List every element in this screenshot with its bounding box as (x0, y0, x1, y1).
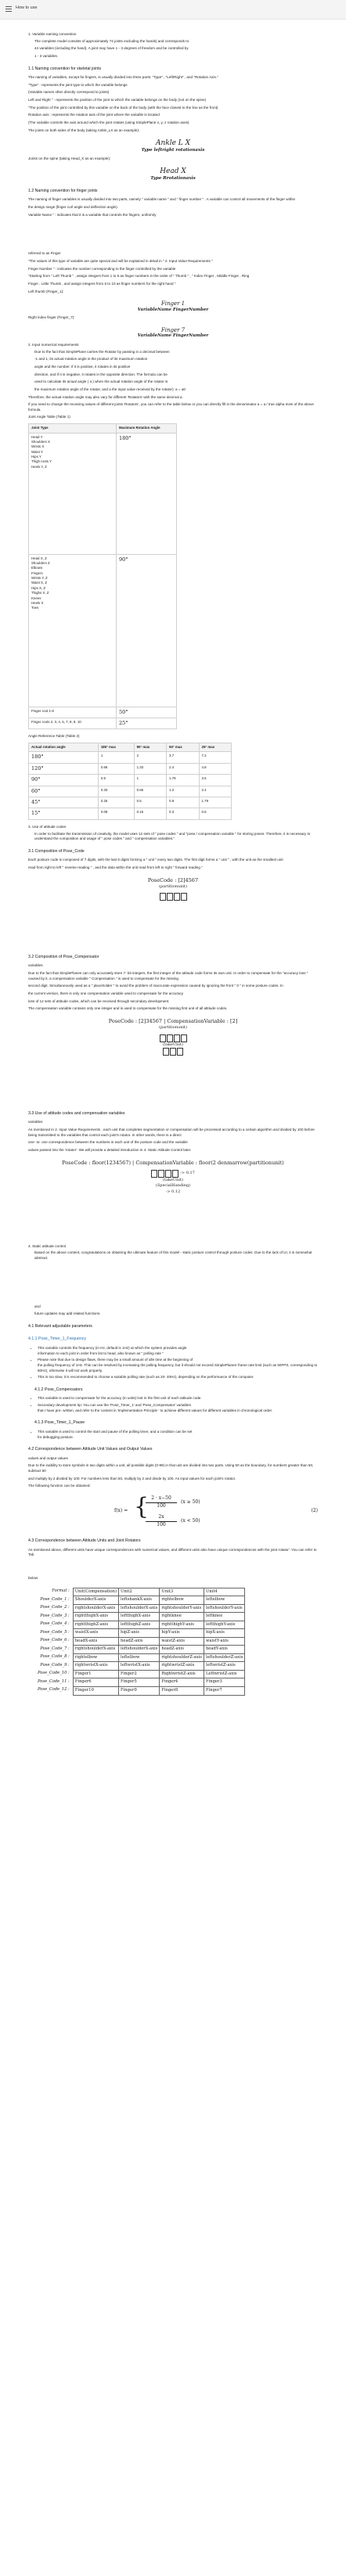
cell: 15° (29, 808, 99, 819)
joint-name: Thigh roots Y (31, 459, 52, 464)
heading-3-3: 3.3 Use of attitude codes and compensation variables (28, 1110, 125, 1116)
table-row (36, 1662, 245, 1671)
cell: headY-axis (204, 1646, 244, 1654)
paragraph: -1 and 1, its actual rotation angle is the product of its maximum rotation (34, 357, 148, 362)
page-title: How to use (16, 5, 38, 10)
paragraph: The naming of variables, except for fingers, is usually divided into three parts: "Type" , "Left/Right" , and "Rotation Axis." (28, 75, 218, 80)
joint-group-1 (29, 433, 117, 554)
joint-name: Finger root 1-8 (29, 707, 117, 718)
cell: Finger1 (73, 1670, 118, 1678)
item1-desc: The complete model consists of approximately 74 joints excluding the hands) and corresponds to (34, 38, 189, 43)
joint-name: Hips Y (31, 455, 41, 459)
parameter-list (38, 1396, 318, 1413)
cell: leftthighY-axis (204, 1621, 244, 1629)
table-row (36, 1621, 245, 1629)
item-attitude-codes: 3. Use of attitude codes (28, 824, 67, 829)
paragraph: angle and the number. If it is positive, it rotates in its positive (34, 364, 131, 369)
pose-code-diagram-2 (28, 1018, 318, 1104)
formula-text: Finger 1 (160, 300, 186, 308)
paragraph: Joints on the spine (taking Head_X as an example): (28, 156, 111, 160)
cell: 0.33 (98, 786, 134, 797)
row-label: Pose_Code_6 : (40, 1638, 70, 1643)
paragraph: one- to- one correspondence between the numbers in each unit of the posture code and the variable (28, 1140, 188, 1145)
paragraph: Left and Right " : represents the position of the joint to which the variable belongs on the body (not on the spine) (28, 98, 207, 103)
column-header: Maximum Rotation Angle (117, 424, 177, 433)
heading-4-3: 4.3 Correspondence between Attitude Units and Joint Rotators (28, 1538, 141, 1544)
cell: 0.66 (98, 763, 134, 774)
list-text: Secondary development tip: You can use the 'Pose_Timer_1' and 'Pose_Compensator' variables (38, 1403, 191, 1408)
joint-name: Toes (31, 606, 39, 610)
paragraph: The naming of finger variables is usually divided into two parts, namely " variable name " and " finger number " . A variable can control all movements of the finger within (28, 197, 296, 202)
paragraph: future updates may add related functions. (34, 1311, 101, 1316)
paragraph: (The variable controls the axis around which the joint rotates (using SimplePlane x, y, z rotation axes) (28, 121, 189, 125)
paragraph: The joints on both sides of the body (taking Ankle_LX as an example): (28, 128, 140, 132)
fraction-denominator: 100 (157, 1521, 166, 1527)
list-item (38, 1358, 318, 1373)
unit-boxes (160, 1034, 187, 1042)
list-text: the polling frequency of 1Hz. This can be resolved by increasing the polling frequency, but it should not exceed SimplePlanes' frame rate limit (such as 60FPS, corresponding to 60Hz), otherwise it will not work properly. (38, 1362, 318, 1373)
paragraph: referred to as Finger (28, 251, 61, 256)
row-label: Pose_Code_9 : (40, 1662, 70, 1668)
cell: Finger4 (160, 1678, 204, 1687)
row-label: Pose_Code_7 : (40, 1646, 70, 1651)
equation-subtext: (partitionunit) (159, 884, 187, 890)
joint-name: Shoulders X (31, 439, 50, 444)
cell: 45° (29, 797, 99, 808)
paragraph: As mentioned above, different units have unique correspondences with numerical values, and different units also have unique correspondences with the joint rotator'. You can refer to Tab (28, 1547, 317, 1557)
parameter-list (38, 1346, 318, 1380)
cell: 2.4 (199, 786, 232, 797)
max-angle: 180° (117, 433, 177, 554)
formula-subtext: VariableName FingerNumber (137, 333, 209, 339)
paragraph: Finger , Little Thumb , and assign integers from 6 to 10 as finger numbers for the right hand " (28, 281, 176, 286)
max-angle: 50° (117, 707, 177, 718)
formula-subtext: Type Rrotationaxis (150, 176, 196, 182)
formula-ankle (28, 139, 318, 153)
column-header: 180° max (98, 743, 134, 752)
cell: leftshoulderY-axis (204, 1604, 244, 1613)
list-item (38, 1346, 318, 1356)
equation-number: (2) (311, 1508, 318, 1514)
joint-name: Thighs X, Z (31, 591, 49, 595)
cell: 0.25 (98, 797, 134, 808)
cell: 0.5 (134, 797, 166, 808)
cell: Unit2 (119, 1588, 160, 1596)
table-row (36, 1670, 245, 1678)
heading-3-1: 3.1 Composition of Pose_Code (28, 848, 85, 854)
table-row (29, 775, 232, 786)
fraction-numerator: 2x (146, 1514, 177, 1522)
equation-text: PoseCode : floor(1234567) | CompensationVariable : floor(2 denmarrow(partitionunit) (62, 1159, 284, 1166)
heading-4-1-2: 4.1.2 Pose_Compensators (34, 1387, 83, 1392)
unit-boxes (151, 1170, 178, 1178)
document-body (28, 28, 318, 1696)
cell: 120° (29, 763, 99, 774)
cell: Unit4 (204, 1588, 244, 1596)
cell: 60° (29, 786, 99, 797)
cell: waistY-axis (204, 1637, 244, 1646)
list-text: Please note that due to design flaws, there may be a small amount of idle time at the beginning of (38, 1358, 193, 1362)
pose-code-format-table (36, 1588, 245, 1696)
table-row (36, 1653, 245, 1662)
table-row (29, 797, 232, 808)
heading-1-1: 1.1 Naming convention for skeletal joints (28, 66, 102, 71)
formula-finger-7 (28, 327, 318, 339)
cell: 90° (29, 775, 99, 786)
cell: leftelbow (119, 1653, 160, 1662)
cell: 1.2 (167, 786, 199, 797)
cell: waistX-axis (73, 1629, 118, 1638)
paragraph: below: (28, 1575, 39, 1580)
equation-subtext: (takeUnit) (163, 1178, 183, 1183)
table-row (36, 1686, 245, 1695)
cell: rightelbow (160, 1596, 204, 1605)
table-caption: Joint Angle Table (Table 1) (28, 415, 70, 419)
paragraph: the current version, there is only one compensation variable used to compensate for the accuracy (28, 991, 184, 995)
cell: rightelbow (73, 1653, 118, 1662)
cell: 3.6 (199, 775, 232, 786)
row-label: Pose_Code_2 : (40, 1605, 70, 1610)
cell: rightthighY-axis (160, 1621, 204, 1629)
item-variable-naming: 1. Variable naming convention (28, 32, 77, 36)
equation-subtext: (SpecialHanding) (155, 1183, 191, 1189)
cell: 1.33 (134, 763, 166, 774)
table-row (36, 1588, 245, 1596)
condition: (x ≥ 50) (181, 1499, 200, 1506)
cell: leftknee (204, 1613, 244, 1621)
cell: leftshankX-axis (119, 1596, 160, 1605)
formula-subtext: Type leftright rotationaxis (141, 148, 205, 153)
table-row (29, 752, 232, 763)
row-label: Pose_Code_3 : (40, 1613, 70, 1618)
paragraph: loss of 12 sets of attitude codes, which can be received through secondary development. (28, 998, 170, 1003)
list-item: • This is too slow, it is recommended to choose a suitable polling rate (such as 20- 40Hz), depending on the performance of the computer. (38, 1375, 318, 1380)
item-static-attitude: 4. Static attitude control (28, 1243, 67, 1248)
paragraph: (Variable names often directly correspond to joints) (28, 90, 110, 95)
table-caption: Angle Reference Table (Table 2) (28, 734, 80, 739)
cell: leftshoulderZ-axis (204, 1653, 244, 1662)
joint-name: Fingers (31, 570, 43, 575)
paragraph: variables (28, 1120, 43, 1124)
formula-head (28, 167, 318, 181)
list-item (38, 1430, 318, 1440)
top-bar (0, 0, 346, 20)
paragraph: If you need to change the receiving values of different joints 'Rotators', you can refer to the table below or you can directly fill in the denominator a = a / true alpha Inzei of the above formula. (28, 402, 314, 412)
cell: leftwristX-axis (119, 1662, 160, 1671)
paragraph: Right index finger (Finger_7): (28, 315, 75, 320)
cell: 2 (134, 752, 166, 763)
column-header: Joint Type (29, 424, 117, 433)
table-row (36, 1646, 245, 1654)
joint-name: Hips X, Z (31, 585, 46, 590)
heading-3-2: 3.2 Composition of Pose_Compensator (28, 954, 99, 959)
brace: { (134, 1493, 150, 1521)
table-row (36, 1596, 245, 1605)
paragraph: The following function can be obtained: (28, 1484, 91, 1488)
cell: Finger8 (160, 1686, 204, 1695)
cell: headX-axis (73, 1637, 118, 1646)
heading-1-2: 1.2 Naming convention for finger joints (28, 188, 98, 193)
list-text: This variable controls the frequency (in Hz, default is 1Hz) at which the system provides angle (38, 1346, 187, 1350)
angle-reference-table (28, 743, 232, 820)
cell: hipZ-axis (119, 1629, 160, 1638)
paragraph: Due to the inability to store symbols in two digits within a unit, all possible digits (0-99) in that unit are divided into two parts. Using 50 as the boundary, for numbers greater than 50, subtract 50 (28, 1463, 314, 1473)
list-item (38, 1403, 318, 1413)
cell: Finger3 (204, 1678, 244, 1687)
cell: 3.7 (167, 752, 199, 763)
max-angle: 90° (117, 554, 177, 707)
cell: 180° (29, 752, 99, 763)
joint-name: Head Y (31, 434, 43, 439)
cell: headZ-axis (160, 1646, 204, 1654)
joint-group-2 (29, 554, 117, 707)
cell: Unit(Compensation) (73, 1588, 118, 1596)
cell: leftthighZ-axis (119, 1621, 160, 1629)
joint-name: Waist X, Z (31, 581, 48, 585)
cell: ShoulderX-axis (73, 1596, 118, 1605)
row-label: Pose_Code_4 : (40, 1621, 70, 1627)
cell: rightthighZ-axis (73, 1621, 118, 1629)
joint-name: Wrists X (31, 444, 45, 449)
column-header: 25° max (199, 743, 232, 752)
formula-lhs: f(x) = (114, 1508, 128, 1514)
cell: hipY-axis (160, 1629, 204, 1638)
cell: 0.3 (167, 808, 199, 819)
cell: waistZ-axis (160, 1637, 204, 1646)
equation-subtext: (takeUnit) (163, 1042, 183, 1047)
paragraph: Finger Number " : indicates the number corresponding to the finger controlled by the variable (28, 266, 176, 271)
cell: Unit3 (160, 1588, 204, 1596)
paragraph: variables. (28, 963, 44, 968)
heading-4-2: 4.2 Correspondence between Attitude Unit Values and Output Values (28, 1447, 153, 1452)
joint-name: Wrists Y, Z (31, 576, 48, 580)
cell: Finger6 (73, 1678, 118, 1687)
list-item: • This variable is used to compensate for the accuracy (in units) lost in the first unit of each attitude code. (38, 1396, 318, 1401)
table-row (29, 808, 232, 819)
paragraph: values and output values (28, 1455, 68, 1460)
cell: 2.4 (167, 763, 199, 774)
column-header: 50° max (167, 743, 199, 752)
cell: 0.16 (134, 808, 166, 819)
item1-desc2: 44 variables (including the hand). A joint may have 1 - 3 degrees of freedom and be controlled by (34, 46, 189, 51)
fraction-denominator: 100 (157, 1502, 166, 1509)
paragraph: and (34, 1304, 41, 1308)
cell: rightshoulderZ-axis (160, 1653, 204, 1662)
condition: (x < 50) (181, 1518, 200, 1524)
cell: Finger10 (73, 1686, 118, 1695)
paragraph: "The values of this type of variable are quite special and will be explained in detail in " 2. Input Value Requirements " (28, 259, 213, 263)
unit-boxes (160, 893, 187, 901)
table-row (36, 1613, 245, 1621)
cell: 4.8 (199, 763, 232, 774)
cell: rightwristX-axis (73, 1662, 118, 1671)
formula-subtext: VariableName FingerNumber (137, 307, 209, 312)
piecewise-formula (28, 1494, 318, 1531)
cell: 0.6 (199, 808, 232, 819)
paragraph: Based on the above content, congratulations on obtaining the ultimate feature of this model - static posture control through posture codes. Due to the lack of UI, it is somewhat abstract. (34, 1250, 312, 1260)
equation-subtext: (partitionunit) (159, 1025, 187, 1031)
cell: Finger5 (119, 1678, 160, 1687)
joint-angle-table (28, 423, 177, 729)
menu-icon[interactable] (5, 6, 12, 12)
list-text: information to each joint in order from list to head, also known as " polling rate " (38, 1351, 164, 1355)
joint-name: Heels X (31, 600, 44, 605)
formula-text: Finger 7 (160, 326, 186, 333)
joint-name: Knees (31, 595, 41, 600)
paragraph: and multiply by 2 divided by 100. For numbers less than 50, multiply by 2 and divide by 100. As input values for each joint's rotator. (28, 1476, 236, 1480)
parameter-list (38, 1430, 318, 1440)
equation-subtext: -> 0.12 (165, 1189, 181, 1194)
paragraph: values passed into the 'rotator'. We will provide a detailed introduction in 4. Static Attitude Control later. (28, 1148, 192, 1152)
paragraph: Left thumb (Finger_1): (28, 289, 64, 293)
paragraph: Rotation axis : represents the rotation axis of the joint where the variable is located (28, 113, 160, 117)
paragraph: "Type" : represents the joint type to which the variable belongs (28, 82, 128, 87)
heading-4-1-3: 4.1.3 Pose_Timer_1_Pause (34, 1420, 85, 1426)
joint-name: Waist Y (31, 449, 43, 454)
column-header: 90° max (134, 743, 166, 752)
table-row (36, 1629, 245, 1638)
formula-text: Ankle L X (155, 139, 191, 148)
cell: rightknee (160, 1613, 204, 1621)
cell: leftelbow (204, 1596, 244, 1605)
max-angle: 25° (117, 718, 177, 729)
paragraph: Variable Name " : indicates that it is a variable that controls the fingers, uniformly (28, 212, 157, 217)
row-label: Pose_Code_10 : (38, 1671, 70, 1676)
joint-name: Head X, Z (31, 556, 47, 560)
cell: 0.08 (98, 808, 134, 819)
cell: 0.66 (134, 786, 166, 797)
cell: leftshoulderX-axis (119, 1646, 160, 1654)
row-label: Pose_Code_12 : (38, 1687, 70, 1693)
list-text: This variable is used to control the start and pause of the polling timer, and a condition can be set (38, 1429, 193, 1434)
joint-name: Heels Y, Z (31, 464, 47, 469)
cell: rightshoulderX-axis (73, 1604, 118, 1613)
paragraph: second digit. Simultaneously used as a " placeholder " to avoid the problem of inaccurate expression caused by ignoring the front " 0 " in some posture codes. In (28, 984, 283, 988)
list-text: that I have pre- written, and refer to the content in 'Implementation Principle ' to achieve different values for different variables in chronological order. (38, 1408, 273, 1412)
cell: leftwristZ-axis (204, 1662, 244, 1671)
table-row (29, 786, 232, 797)
paragraph: Due to the fact that SimplePlanes can only accurately store 7- bit integers, the first integer of the attitude code forms its own unit. In order to compensate for the "accuracy loss " caused by it, a compensation variable " Compensation " is used to compensate for the missing (28, 970, 308, 980)
table-row (36, 1637, 245, 1646)
paragraph: "Starting from " Left Thumb " , assign integers from 1 to 5 as finger numbers in the order of " Thumb " , " Index Finger , Middle Finger , Ring (28, 274, 250, 279)
paragraph: "The position of the joint controlled by this variable on the back of the body (with the face closest to the line as the front) (28, 105, 218, 110)
cell: 0.5 (98, 775, 134, 786)
cell: leftshoulderX-axis (119, 1604, 160, 1613)
paragraph: The compensation variable contains only one integer and is used to compensate for the missing first unit of all attitude codes. (28, 1006, 228, 1011)
paragraph: read from right to left " reverse reading " , and the data within the unit read from left to right " forward reading " (28, 865, 203, 870)
equation-text: PoseCode : [2]34567 | CompensationVariable : [2] (108, 1017, 238, 1024)
cell: 1 (98, 752, 134, 763)
row-label: Pose_Code_1 : (40, 1596, 70, 1602)
table-row (29, 763, 232, 774)
row-label: Format : (52, 1588, 70, 1594)
equation-subtext: -> 0.17 (180, 1171, 195, 1176)
cell: rightwristZ-axis (160, 1662, 204, 1671)
cell: rightshoulderY-axis (160, 1604, 204, 1613)
cell: Finger2 (119, 1670, 160, 1678)
cell: 1.79 (199, 797, 232, 808)
cell: 1 (134, 775, 166, 786)
paragraph: In order to facilitate the transmission of creativity, the model uses 12 sets of " pose codes " and "pose / compensation variable " for storing poses. Therefore, it is necessary to understand the composition and usage of " pose codes " and " compensation variables." (34, 831, 311, 841)
formula-text: Head X (160, 167, 186, 176)
paragraph: the design range (finger curl angle and deflection angle). (28, 205, 118, 210)
paragraph: As mentioned in 2. Input Value Requirements , each unit that completes segmentation or compensation will be processed according to a certain algorithm and divided by 100 before being transmitted to the variables that control each joint's rotator. In other words, there is a direct (28, 1128, 315, 1137)
pose-code-diagram-3 (28, 1160, 318, 1238)
paragraph: Therefore, the actual rotation angle may also vary for different 'Rotators' with the same decimal a. (28, 394, 183, 399)
unit-boxes (163, 1048, 183, 1056)
cell: Finger7 (204, 1686, 244, 1695)
cell: LeftwristZ-axis (204, 1670, 244, 1678)
paragraph: used to calculate its actual angle ( a ) when the actual rotation angle of the rotator is (34, 380, 168, 384)
cell: 0.9 (167, 797, 199, 808)
fraction-numerator: 2 · x−50 (146, 1495, 177, 1503)
column-header: Actual rotation angle (29, 743, 99, 752)
cell: headZ-axis (119, 1637, 160, 1646)
equation-text: PoseCode : [2]4567 (147, 876, 199, 883)
cell: hipX-axis (204, 1629, 244, 1638)
paragraph: Each posture code is composed of 7 digits, with the last 6 digits forming a " unit " every two digits. The first digit forms a " unit " , with the unit as the smallest unit (28, 858, 283, 862)
paragraph: the maximum rotation angle of the rotator, and a the input value received by the rotator): a = a0 (34, 387, 186, 391)
row-label: Pose_Code_11 : (38, 1678, 70, 1684)
joint-name: Finger roots 2, 3, 4, 5, 7, 8, 9, 10 (29, 718, 117, 729)
pose-code-diagram-1 (28, 877, 318, 948)
cell: leftthighX-axis (119, 1613, 160, 1621)
table-row (36, 1678, 245, 1687)
cell: 1.79 (167, 775, 199, 786)
list-text: for debugging posture. (38, 1434, 74, 1439)
paragraph: Due to the fact that SimplePlane carries the Rotator by passing in a decimal between (34, 349, 170, 354)
heading-4-1-1[interactable]: 4.1.1 Pose_Timer_1_Frequency (28, 1337, 86, 1342)
item1-desc3: 1 - 3 variables. (34, 53, 59, 58)
joint-name: Elbows (31, 566, 43, 570)
cell: RightwristZ-axis (160, 1670, 204, 1678)
cell: rightthighX-axis (73, 1613, 118, 1621)
row-label: Pose_Code_5 : (40, 1629, 70, 1635)
table-row (36, 1604, 245, 1613)
heading-4-1: 4.1 Relevant adjustable parameters (28, 1323, 92, 1329)
cell: Finger9 (119, 1686, 160, 1695)
formula-finger-1 (28, 300, 318, 312)
row-label: Pose_Code_8 : (40, 1654, 70, 1660)
cell: 7.2 (199, 752, 232, 763)
cell: rightshoulderX-axis (73, 1646, 118, 1654)
joint-name: Shoulders Z (31, 560, 50, 565)
paragraph: direction, and if it is negative, it rotates in the opposite direction. The formula can be (34, 372, 168, 376)
item-input-requirements: 2. Input numerical requirements (28, 342, 79, 347)
